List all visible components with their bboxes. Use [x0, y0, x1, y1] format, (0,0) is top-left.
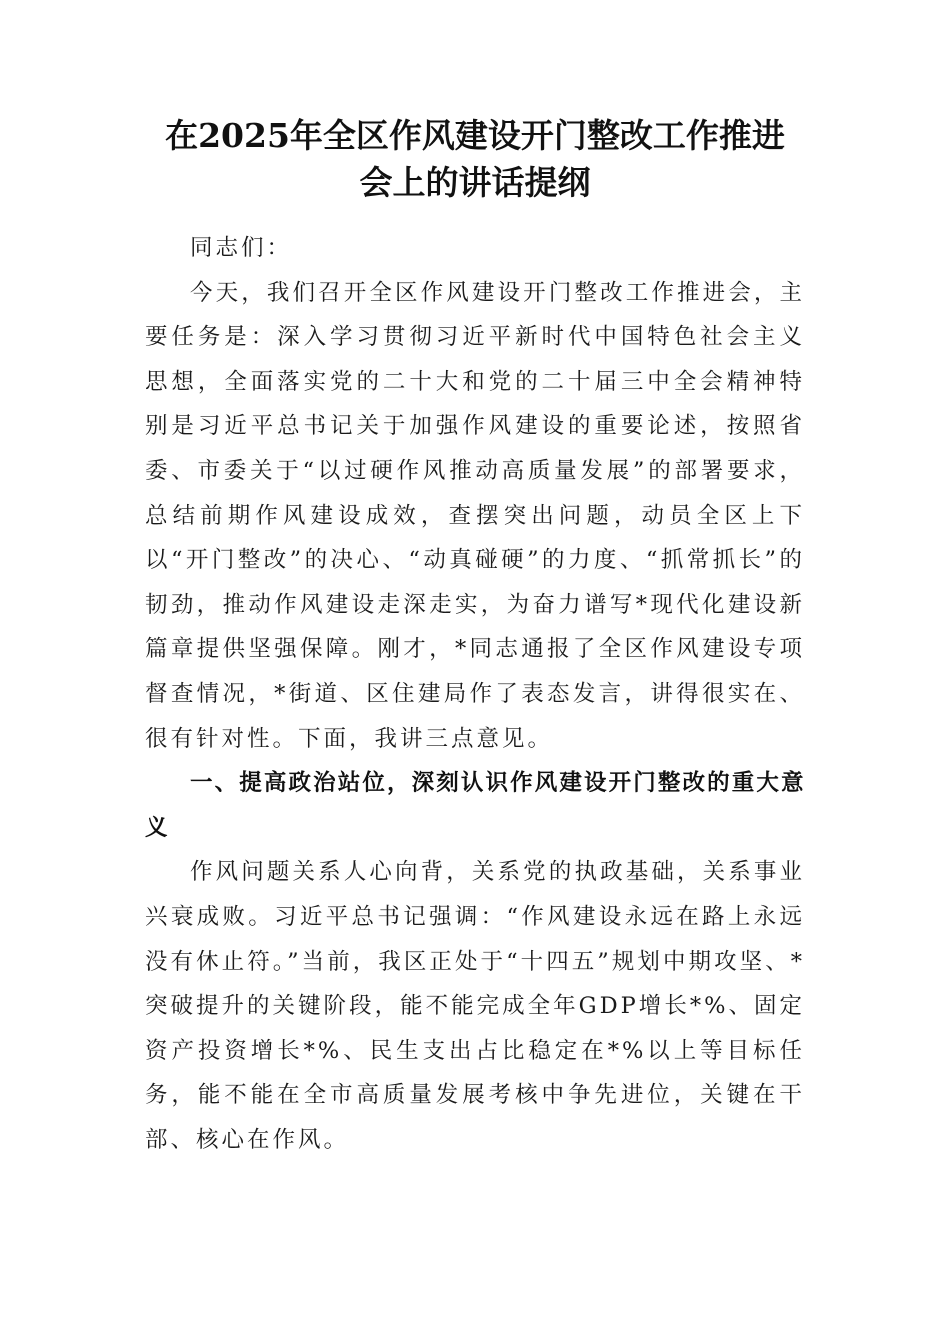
section-1-paragraph: 作风问题关系人心向背，关系党的执政基础，关系事业兴衰成败。习近平总书记强调：“作风建设永远在路上永远没有休止符。”当前，我区正处于“十四五”规划中期攻坚、*突破提升的关键阶段，能不能完成全年GDP增长*%、固定资产投资增长*%、民生支出占比稳定在*%以上等目标任务，能不能在全市高质量发展考核中争先进位，关键在干部、核心在作风。: [145, 859, 805, 1153]
intro-paragraph: 今天，我们召开全区作风建设开门整改工作推进会，主要任务是：深入学习贯彻习近平新时代中国特色社会主义思想，全面落实党的二十大和党的二十届三中全会精神特别是习近平总书记关于加强作风建设的重要论述，按照省委、市委关于“以过硬作风推动高质量发展”的部署要求，总结前期作风建设成效，查摆突出问题，动员全区上下以“开门整改”的决心、“动真碰硬”的力度、“抓常抓长”的韧劲，推动作风建设走深走实，为奋力谱写*现代化建设新篇章提供坚强保障。刚才，*同志通报了全区作风建设专项督查情况，*街道、区住建局作了表态发言，讲得很实在、很有针对性。下面，我讲三点意见。: [145, 279, 805, 752]
document-body: [145, 226, 805, 1162]
salutation: 同志们：: [190, 235, 293, 261]
title-line-1: 在2025年全区作风建设开门整改工作推进: [165, 116, 785, 155]
document-title: [120, 112, 830, 206]
section-heading-1: 一、提高政治站位，深刻认识作风建设开门整改的重大意义: [145, 770, 805, 841]
title-line-2: 会上的讲话提纲: [359, 163, 591, 202]
